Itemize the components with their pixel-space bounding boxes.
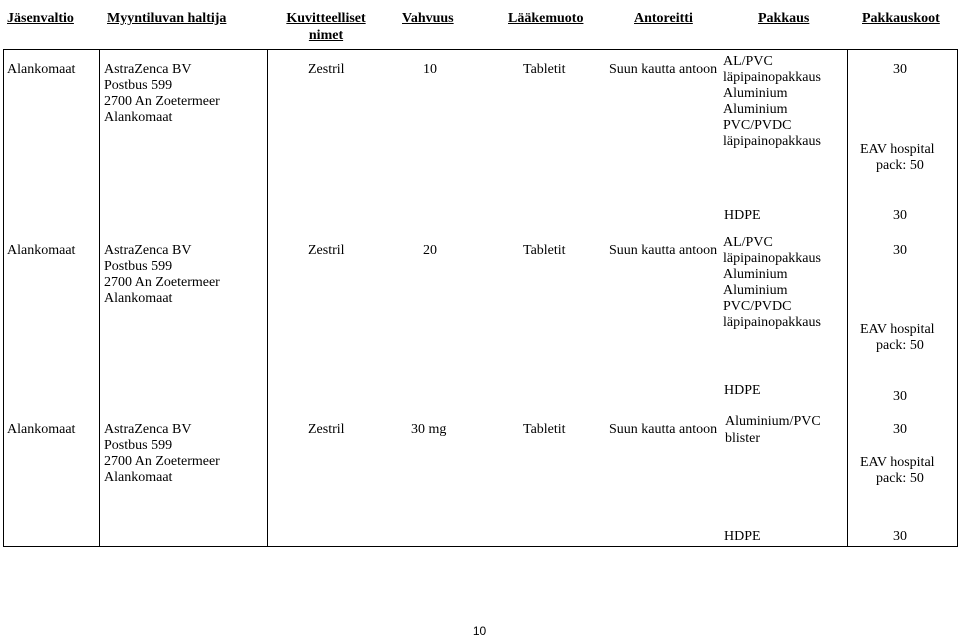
strength: 30 mg [411, 422, 447, 437]
pack-note: EAV hospital [860, 322, 935, 337]
route: Suun kautta antoon [609, 243, 718, 258]
product-name: Zestril [308, 243, 345, 258]
package-line: blister [725, 431, 760, 446]
route: Suun kautta antoon [609, 422, 718, 437]
pharmaceutical-form: Tabletit [523, 62, 566, 77]
column-divider [267, 49, 268, 547]
mah-line: 2700 An Zoetermeer [104, 454, 220, 469]
member-state: Alankomaat [7, 62, 76, 77]
extra-package: HDPE [724, 529, 761, 544]
pack-note: pack: 50 [876, 471, 924, 486]
pack-note: pack: 50 [876, 158, 924, 173]
header-route: Antoreitti [634, 11, 693, 26]
extra-pack-size: 30 [893, 529, 907, 544]
extra-pack-size: 30 [893, 208, 907, 223]
pack-note: pack: 50 [876, 338, 924, 353]
strength: 20 [423, 243, 437, 258]
pharmaceutical-form: Tabletit [523, 422, 566, 437]
member-state: Alankomaat [7, 422, 76, 437]
table-border-left [3, 49, 4, 547]
table-border-bottom [3, 546, 958, 547]
mah-line: AstraZenca BV [104, 62, 192, 77]
product-name: Zestril [308, 422, 345, 437]
package-line: Aluminium [723, 283, 788, 298]
strength: 10 [423, 62, 437, 77]
table-border-top [3, 49, 958, 50]
mah-line: AstraZenca BV [104, 422, 192, 437]
table-border-right [957, 49, 958, 547]
pharmaceutical-form: Tabletit [523, 243, 566, 258]
pack-note: EAV hospital [860, 455, 935, 470]
package-line: Aluminium/PVC [725, 414, 821, 429]
mah-line: Postbus 599 [104, 259, 173, 274]
page-number: 10 [472, 624, 487, 638]
column-divider [847, 49, 848, 547]
package-line: läpipainopakkaus [723, 134, 821, 149]
mah-line: 2700 An Zoetermeer [104, 94, 220, 109]
product-name: Zestril [308, 62, 345, 77]
mah-line: Alankomaat [104, 291, 173, 306]
package-line: PVC/PVDC [723, 118, 792, 133]
mah-line: Alankomaat [104, 470, 173, 485]
route: Suun kautta antoon [609, 62, 718, 77]
header-invented-name: Kuvitteelliset nimet [286, 11, 366, 43]
package-line: läpipainopakkaus [723, 315, 821, 330]
pack-size: 30 [893, 62, 907, 77]
extra-package: HDPE [724, 383, 761, 398]
mah-line: Postbus 599 [104, 438, 173, 453]
pack-size: 30 [893, 422, 907, 437]
extra-package: HDPE [724, 208, 761, 223]
package-line: läpipainopakkaus [723, 251, 821, 266]
header-mah: Myyntiluvan haltija [107, 11, 227, 26]
package-line: AL/PVC [723, 235, 773, 250]
package-line: Aluminium [723, 102, 788, 117]
package-line: PVC/PVDC [723, 299, 792, 314]
header-form: Lääkemuoto [508, 11, 584, 26]
header-package: Pakkaus [758, 11, 810, 26]
package-line: Aluminium [723, 86, 788, 101]
header-member-state: Jäsenvaltio [7, 11, 74, 26]
mah-line: Alankomaat [104, 110, 173, 125]
package-line: läpipainopakkaus [723, 70, 821, 85]
column-divider [99, 49, 100, 547]
extra-pack-size: 30 [893, 389, 907, 404]
mah-line: AstraZenca BV [104, 243, 192, 258]
pack-size: 30 [893, 243, 907, 258]
package-line: AL/PVC [723, 54, 773, 69]
header-pack-size: Pakkauskoot [862, 11, 940, 26]
header-strength: Vahvuus [402, 11, 454, 26]
member-state: Alankomaat [7, 243, 76, 258]
mah-line: 2700 An Zoetermeer [104, 275, 220, 290]
pack-note: EAV hospital [860, 142, 935, 157]
package-line: Aluminium [723, 267, 788, 282]
mah-line: Postbus 599 [104, 78, 173, 93]
